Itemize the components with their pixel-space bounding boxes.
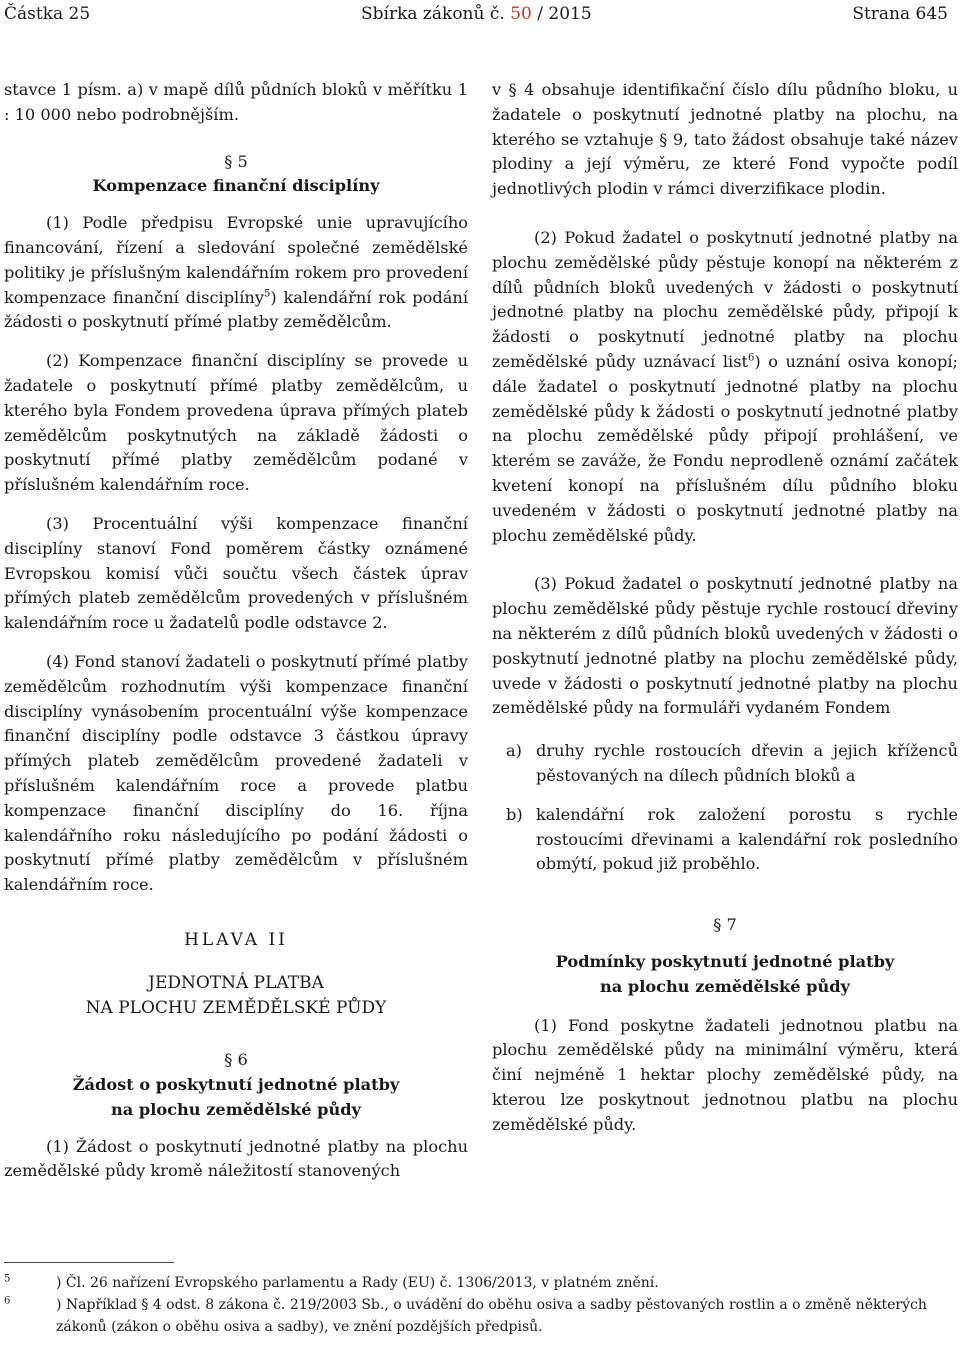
header-issue: Částka 25 <box>4 4 91 24</box>
s6-p2-text: (2) Pokud žadatel o poskytnutí jednotné platby na plochu zemědělské půdy pěstuje konopí na některém z dílů půdních bloků uvedených v žádosti o poskytnutí jednotné platby na plochu zemědělské půdy, připojí k žádosti o poskytnutí jednotné platby na plochu zemědělské půdy uznávací list <box>492 227 958 371</box>
right-column <box>492 78 958 1137</box>
list-item <box>492 739 958 789</box>
chapter-heading: HLAVA II <box>184 929 288 950</box>
header-collection-prefix: Sbírka zákonů č. <box>361 4 505 24</box>
list-item-text: kalendářní rok založení porostu s rychle rostoucími dřevinami a kalendářní rok posledního obmýtí, pokud již proběhlo. <box>536 804 958 874</box>
header-page-number: Strana 645 <box>852 4 948 24</box>
section-6-paragraph-3: (3) Pokud žadatel o poskytnutí jednotné platby na plochu zemědělské půdy pěstuje rychle rostoucí dřeviny na některém z dílů půdních bloků uvedených v žádosti o poskytnutí jednotné platby na plochu zemědělské půdy, uvede v žádosti o poskytnutí jednotné platby na plochu zemědělské půdy na formuláři vydaném Fondem <box>492 574 958 718</box>
intro-paragraph: stavce 1 písm. a) v mapě dílů půdních bloků v měřítku 1 : 10 000 nebo podrobnějším. <box>4 80 468 124</box>
left-column <box>4 78 468 1184</box>
footnote-number-sup: 5 <box>4 1273 11 1285</box>
footnote <box>4 1272 954 1294</box>
section-6-paragraph-1: (1) Žádost o poskytnutí jednotné platby na plochu zemědělské půdy kromě náležitostí stanovených <box>4 1136 468 1181</box>
chapter-title <box>4 971 468 1021</box>
footnote-ref-5: 5 <box>263 288 271 300</box>
footnotes <box>4 1272 954 1338</box>
section-7-title <box>492 950 958 1000</box>
section-6-mark: § 6 <box>224 1050 248 1070</box>
section-5-title: Kompenzace finanční disciplíny <box>92 176 380 196</box>
s5-p1-text-after: ) kalendářní rok podání žádosti o poskytnutí přímé platby zemědělcům. <box>4 287 468 332</box>
chapter-title-line-1: JEDNOTNÁ PLATBA <box>148 972 324 993</box>
footnote-number-sup: 6 <box>4 1295 11 1307</box>
section-6-title-line-1: Žádost o poskytnutí jednotné platby <box>72 1075 400 1095</box>
footnote-text: ) Například § 4 odst. 8 zákona č. 219/2003 Sb., o uvádění do oběhu osiva a sadby pěstovaných rostlin a o změně některých zákonů (zákon o oběhu osiva a sadby), ve znění pozdějších předpisů. <box>56 1297 927 1335</box>
list-item-text: druhy rychle rostoucích dřevin a jejich kříženců pěstovaných na dílech půdních bloků a <box>536 741 958 785</box>
section-5-mark: § 5 <box>224 151 248 171</box>
section-6-paragraph-1-continued: v § 4 obsahuje identifikační číslo dílu půdního bloku, u žadatele o poskytnutí jednotné platby na plochu, na kterého se vztahuje § 9, tato žádost obsahuje také název plodiny a její výměru, ze které Fond vypočte podíl jednotlivých plodin v rámci diverzifikace plodin. <box>492 80 958 199</box>
list-item-label: a) <box>506 741 522 761</box>
page-header <box>4 4 948 28</box>
section-5-paragraph-4: (4) Fond stanoví žadateli o poskytnutí přímé platby zemědělcům rozhodnutím výši kompenzace finanční disciplíny vynásobením procentuální výše kompenzace finanční disciplíny podle odstavce 3 částkou úpravy přímých plateb zemědělcům provedené žadateli v příslušném kalendářním roce a provede platbu kompenzace finanční disciplíny do 16. října kalendářního roku následujícího po podání žádosti o poskytnutí přímé platby zemědělcům v příslušném kalendářním roce. <box>4 651 468 895</box>
s5-p1-text: (1) Podle předpisu Evropské unie upravujícího financování, řízení a sledování společné zemědělské politiky je příslušným kalendářním rokem pro provedení kompenzace finanční disciplíny <box>4 213 468 307</box>
section-7-mark: § 7 <box>713 915 737 935</box>
chapter-title-line-2: NA PLOCHU ZEMĚDĚLSKÉ PŮDY <box>85 997 387 1018</box>
footnote-text: ) Čl. 26 nařízení Evropského parlamentu a Rady (EU) č. 1306/2013, v platném znění. <box>56 1275 659 1291</box>
section-6-title <box>4 1073 468 1123</box>
section-5-paragraph-1 <box>4 211 468 335</box>
footnote-ref-6: 6 <box>748 352 755 364</box>
footnote <box>4 1294 954 1338</box>
list-item <box>492 803 958 877</box>
section-7-title-line-1: Podmínky poskytnutí jednotné platby <box>555 951 895 971</box>
footnote-number <box>4 1294 56 1338</box>
header-year: / 2015 <box>537 4 592 24</box>
section-6-paragraph-2 <box>492 226 958 548</box>
section-5-paragraph-3: (3) Procentuální výši kompenzace finanční disciplíny stanoví Fond poměrem částky oznámené Evropskou komisí vůči součtu všech částek úprav přímých plateb zemědělcům provedených v příslušném kalendářním roce u žadatelů podle odstavce 2. <box>4 513 468 633</box>
header-law-number: 50 <box>510 4 532 24</box>
section-5-paragraph-2: (2) Kompenzace finanční disciplíny se provede u žadatele o poskytnutí přímé platby zemědělcům, u kterého byla Fondem provedena úprava přímých plateb zemědělcům poskytnutých na základě žádosti o poskytnutí přímé platby zemědělcům podané v příslušném kalendářním roce. <box>4 351 468 495</box>
footnote-number <box>4 1272 56 1294</box>
section-7-paragraph-1: (1) Fond poskytne žadateli jednotnou platbu na plochu zemědělské půdy na minimální výměru, která činí nejméně 1 hektar plochy zemědělské půdy, na kterou lze poskytnout jednotnou platbu na plochu zemědělské půdy. <box>492 1015 958 1134</box>
section-7-title-line-2: na plochu zemědělské půdy <box>600 976 850 996</box>
section-6-title-line-2: na plochu zemědělské půdy <box>111 1099 361 1119</box>
list-item-label: b) <box>506 804 523 824</box>
footnote-divider <box>4 1262 174 1263</box>
s6-p2-text-after: ) o uznání osiva konopí; dále žadatel o poskytnutí jednotné platby na plochu zemědělské půdy k žádosti o poskytnutí jednotné platby na plochu zemědělské půdy připojí prohlášení, ve kterém se zaváže, že Fondu neprodleně oznámí začátek kvetení konopí na příslušném dílu půdního bloku uvedeném v žádosti o poskytnutí jednotné platby na plochu zemědělské půdy. <box>492 351 958 545</box>
header-collection <box>361 4 592 24</box>
